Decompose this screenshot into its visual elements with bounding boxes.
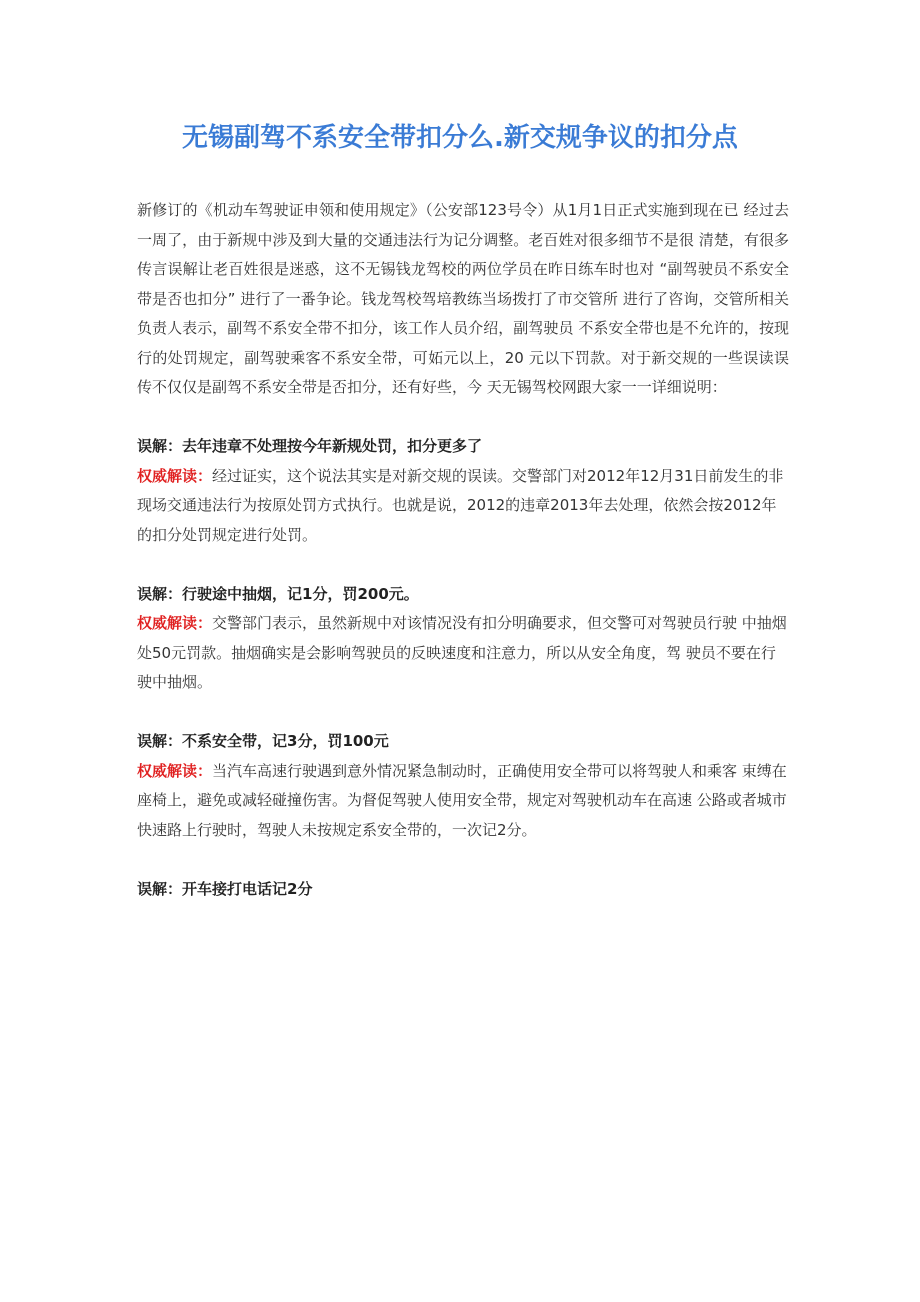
article-body [137,196,789,904]
authority-label: 权威解读： [137,614,213,632]
authority-label: 权威解读： [137,761,213,780]
section-3 [137,727,789,845]
spacer [137,403,789,433]
authority-label: 权威解读： [137,466,213,485]
spacer [137,550,789,580]
section-4 [137,875,789,905]
authority-answer [137,757,789,846]
myth-heading: 误解：不系安全带，记3分，罚100元 [137,732,389,750]
answer-text: 经过证实，这个说法其实是对新交规的误读。交警部门对2012年12月31日前发生的非现场交通违法行为按原处罚方式执行。也就是说，2012的违章2013年去处理，依然会按2012年的扣分处罚规定进行处罚。 [137,466,784,544]
intro-paragraph: 新修订的《机动车驾驶证申领和使用规定》（公安部123号令）从1月1日正式实施到现在已 经过去一周了，由于新规中涉及到大量的交通违法行为记分调整。老百姓对很多细节不是很 清楚，有很多传言误解让老百姓很是迷惑，这不无锡钱龙驾校的两位学员在昨日练车时也对 “副驾驶员不系安全带是否也扣分” 进行了一番争论。钱龙驾校驾培教练当场拨打了市交管所 进行了咨询，交管所相关负责人表示，副驾不系安全带不扣分，该工作人员介绍，副驾驶员 不系安全带也是不允许的，按现行的处罚规定，副驾驶乘客不系安全带，可妬元以上，20 元以下罚款。对于新交规的一些误读误传不仅仅是副驾不系安全带是否扣分，还有好些，今 天无锡驾校网跟大家一一详细说明： [137,201,789,396]
spacer [137,698,789,728]
answer-text: 当汽车高速行驶遇到意外情况紧急制动时，正确使用安全带可以将驾驶人和乘客 束缚在座椅上，避免或减轻碰撞伤害。为督促驾驶人使用安全带，规定对驾驶机动车在高速 公路或者城市快速路上行驶时，驾驶人未按规定系安全带的，一次记2分。 [137,761,787,839]
answer-text: 交警部门表示，虽然新规中对该情况没有扣分明确要求，但交警可对驾驶员行驶 中抽烟处50元罚款。抽烟确实是会影响驾驶员的反映速度和注意力，所以从安全角度，驾 驶员不要在行驶中抽烟。 [137,614,787,691]
myth-heading: 误解：行驶途中抽烟，记1分，罚200元。 [137,584,419,603]
page-title: 无锡副驾不系安全带扣分么.新交规争议的扣分点 [182,123,738,153]
myth-heading: 误解：开车接打电话记2分 [137,879,313,898]
authority-answer [137,609,789,698]
spacer [137,845,789,875]
section-1 [137,432,789,550]
authority-answer [137,462,789,551]
myth-heading: 误解：去年违章不处理按今年新规处罚，扣分更多了 [137,437,483,455]
section-2 [137,580,789,698]
